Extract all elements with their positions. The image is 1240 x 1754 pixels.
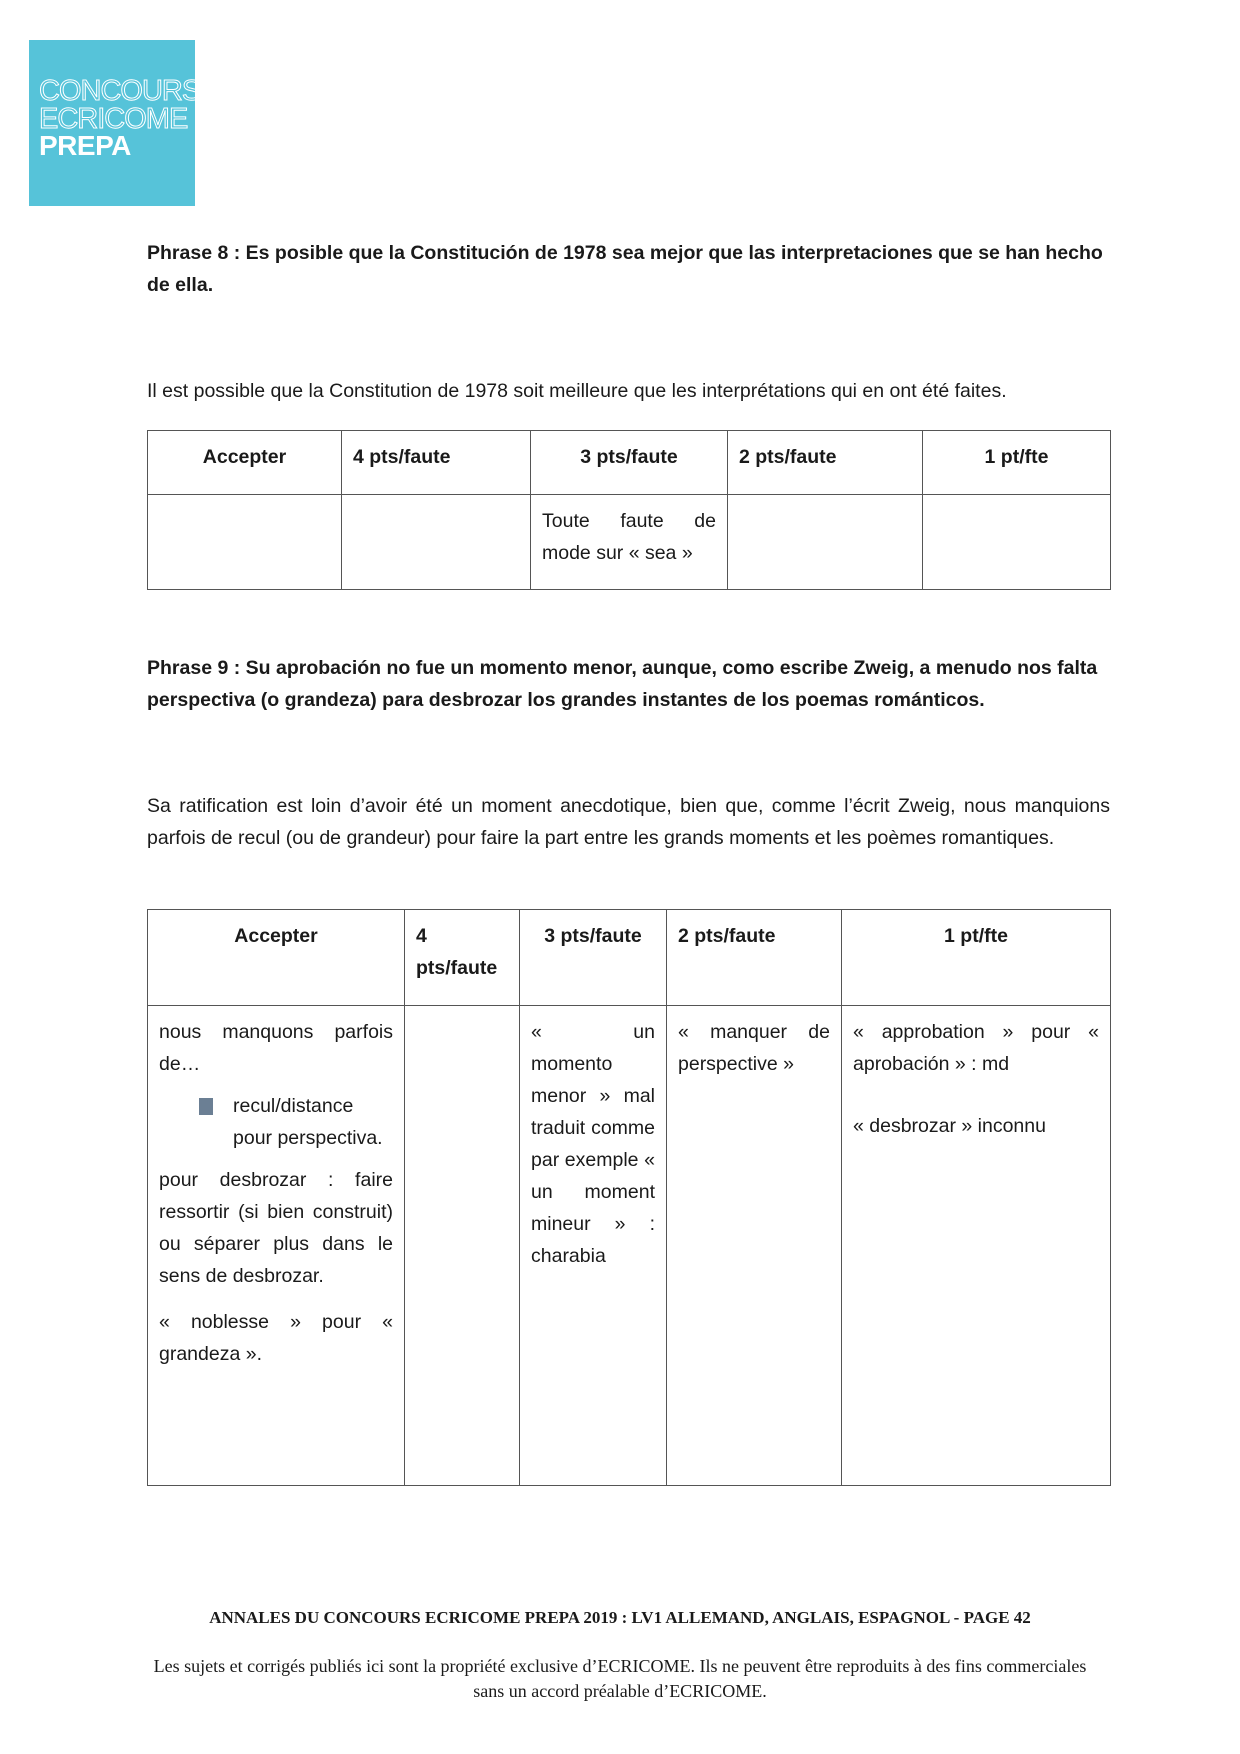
header-3pts: 3 pts/faute — [531, 431, 728, 495]
table-header-row — [148, 431, 1111, 495]
accepter-grandeza: « noblesse » pour « grandeza ». — [159, 1311, 393, 1365]
cell-2pts: « manquer de perspective » — [667, 1006, 842, 1486]
accepter-desbrozar: pour desbrozar : faire ressortir (si bien construit) ou séparer plus dans le sens de desbrozar. — [159, 1169, 393, 1287]
header-3pts: 3 pts/faute — [520, 910, 667, 1006]
header-1pt: 1 pt/fte — [842, 910, 1111, 1006]
phrase8-translation-block — [147, 375, 1110, 407]
logo-line-ecricome: ECRICOME — [39, 102, 188, 135]
phrase9-translation: Sa ratification est loin d’avoir été un moment anecdotique, bien que, comme l’écrit Zweig, nous manquions parfois de recul (ou de grandeur) pour faire la part entre les grands moments et les poèmes romantiques. — [147, 795, 1110, 849]
cell-3pts: « un momento menor » mal traduit comme par exemple « un moment mineur » : charabia — [520, 1006, 667, 1486]
cell-1pt — [842, 1006, 1111, 1486]
square-bullet-icon — [199, 1098, 213, 1115]
accepter-intro: nous manquons parfois de… — [159, 1021, 393, 1075]
footer-copyright-note: Les sujets et corrigés publiés ici sont la propriété exclusive d’ECRICOME. Ils ne peuvent être reproduits à des fins commerciales sans un accord préalable d’ECRICOME. — [153, 1656, 1087, 1701]
cell-accepter — [148, 1006, 405, 1486]
list-item — [199, 1090, 393, 1154]
cell-4pts — [342, 495, 531, 590]
table-row — [148, 1006, 1111, 1486]
phrase9-section — [147, 652, 1110, 716]
header-accepter: Accepter — [148, 910, 405, 1006]
footer-title: ANNALES DU CONCOURS ECRICOME PREPA 2019 : LV1 ALLEMAND, ANGLAIS, ESPAGNOL - PAGE 42 — [209, 1608, 1031, 1627]
phrase8-grading-table — [147, 430, 1111, 590]
phrase9-title: Phrase 9 : Su aprobación no fue un momento menor, aunque, como escribe Zweig, a menudo nos falta perspectiva (o grandeza) para desbrozar los grandes instantes de los poemas románticos. — [147, 657, 1098, 711]
phrase8-table-wrap — [147, 430, 1110, 590]
phrase8-translation: Il est possible que la Constitution de 1978 soit meilleure que les interprétations qui en ont été faites. — [147, 380, 1007, 402]
cell-accepter — [148, 495, 342, 590]
logo-line-concours: CONCOURS — [39, 75, 201, 107]
phrase8-title: Phrase 8 : Es posible que la Constitución de 1978 sea mejor que las interpretaciones que se han hecho de ella. — [147, 242, 1103, 296]
header-4pts: 4 pts/faute — [405, 910, 520, 1006]
header-2pts: 2 pts/faute — [728, 431, 923, 495]
header-2pts: 2 pts/faute — [667, 910, 842, 1006]
table-row — [148, 495, 1111, 590]
col1-approbation: « approbation » pour « aprobación » : md — [853, 1021, 1099, 1075]
phrase9-grading-table — [147, 909, 1111, 1486]
table-header-row — [148, 910, 1111, 1006]
header-4pts: 4 pts/faute — [342, 431, 531, 495]
phrase8-section — [147, 237, 1110, 301]
ecricome-logo — [29, 40, 201, 206]
cell-2pts — [728, 495, 923, 590]
phrase9-translation-block — [147, 790, 1110, 854]
cell-3pts: Toute faute de mode sur « sea » — [531, 495, 728, 590]
header-accepter: Accepter — [148, 431, 342, 495]
col1-desbrozar: « desbrozar » inconnu — [853, 1115, 1046, 1137]
logo-line-prepa: PREPA — [39, 130, 131, 162]
accepter-bullet-text: recul/distance pour perspectiva. — [233, 1095, 383, 1149]
cell-1pt — [923, 495, 1111, 590]
phrase9-table-wrap — [147, 909, 1110, 1486]
cell-4pts — [405, 1006, 520, 1486]
header-1pt: 1 pt/fte — [923, 431, 1111, 495]
